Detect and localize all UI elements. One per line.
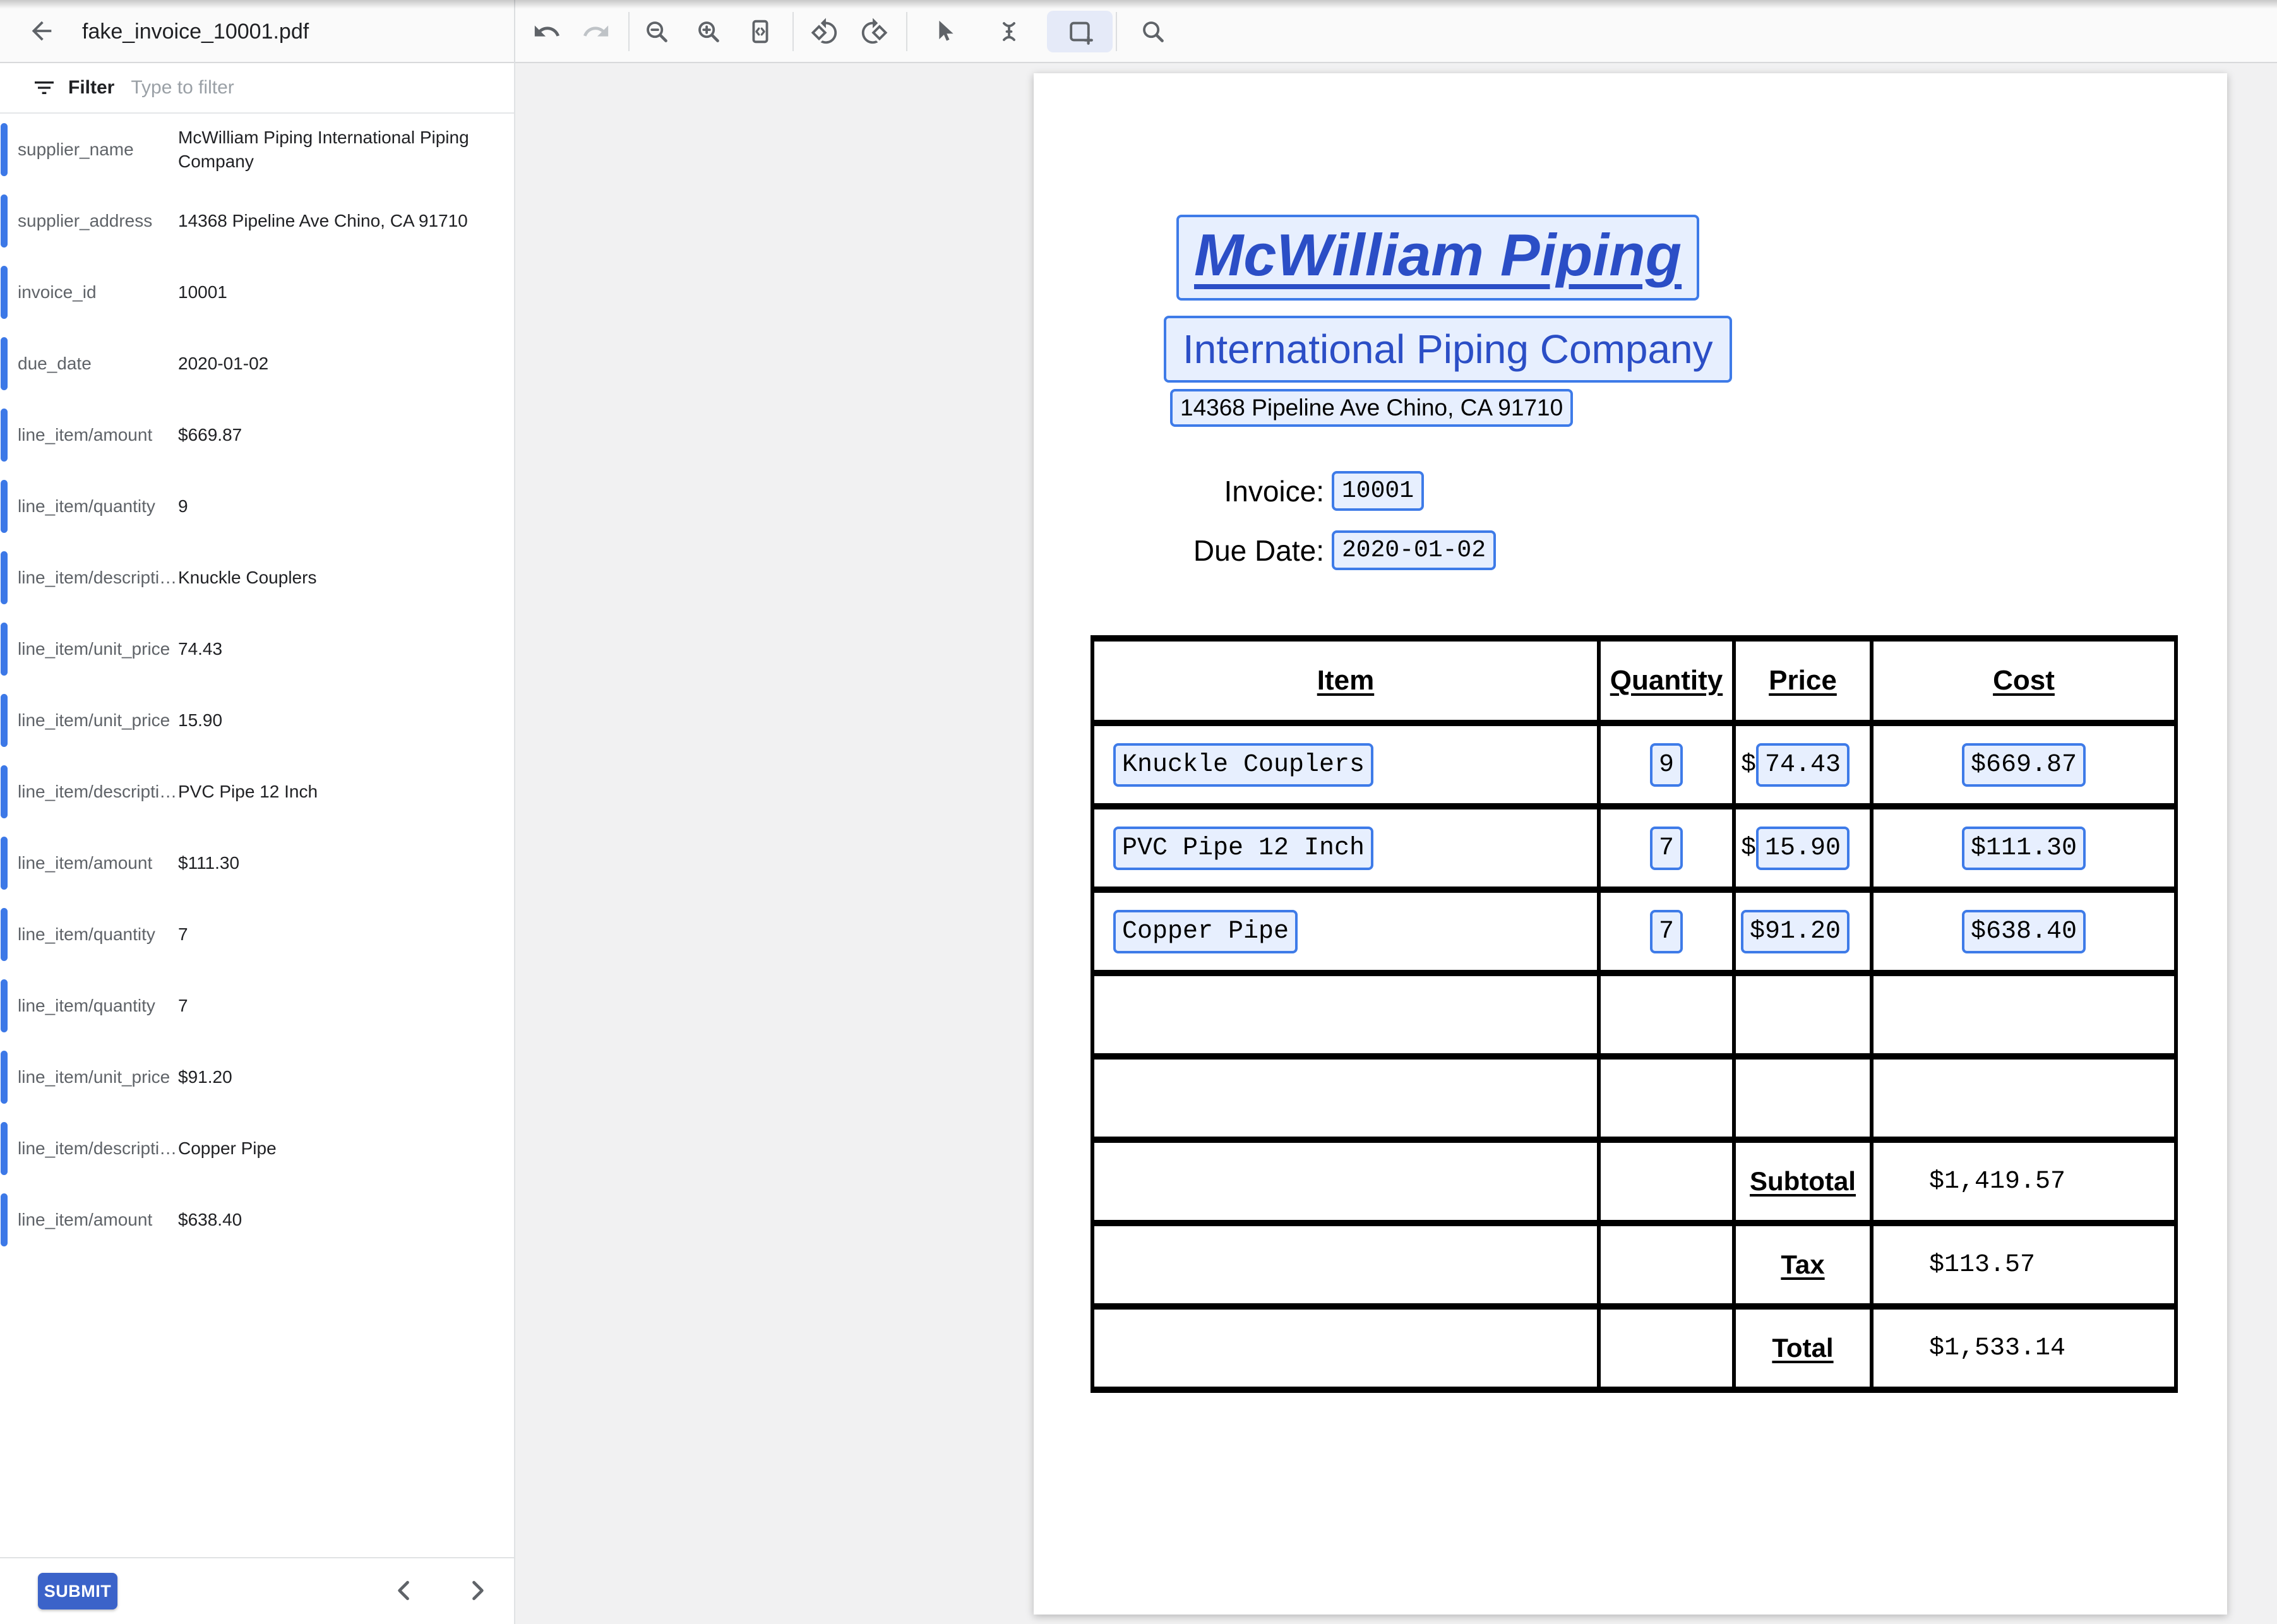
doc-subtitle: International Piping Company [1183,326,1713,372]
header-price: Price [1769,665,1837,696]
field-label: line_item/unit_price [18,638,170,659]
app-bar [0,0,2277,63]
sidebar-field-row[interactable] [0,827,514,899]
field-label: invoice_id [18,282,97,302]
filter-icon [32,75,57,100]
field-accent-bar [1,1193,8,1246]
annotation-line-item-quantity[interactable]: 7 [1650,827,1683,870]
submit-button[interactable]: SUBMIT [38,1573,117,1609]
field-accent-bar [1,694,8,747]
field-value: 10001 [178,282,227,302]
zoom-out-button[interactable] [635,10,678,53]
field-accent-bar [1,979,8,1032]
sidebar-field-row[interactable] [0,256,514,328]
back-button[interactable] [24,14,59,49]
annotation-supplier-name-2[interactable] [1164,316,1732,383]
field-label: line_item/quantity [18,924,155,944]
annotation-line-item-unit-price[interactable]: $91.20 [1741,910,1850,953]
annotation-line-item-amount[interactable]: $669.87 [1962,743,2086,787]
sidebar-field-row[interactable] [0,756,514,827]
field-label: line_item/unit_price [18,1066,170,1087]
field-accent-bar [1,837,8,890]
search-icon [1138,17,1168,46]
annotation-line-item-amount[interactable]: $638.40 [1962,910,2086,953]
field-accent-bar [1,480,8,533]
pdf-page [1034,73,2227,1615]
annotation-due-date[interactable]: 2020-01-02 [1332,530,1496,570]
zoom-in-button[interactable] [687,10,730,53]
annotation-line-item-unit-price[interactable]: 15.90 [1756,827,1850,870]
field-label: line_item/amount [18,852,153,873]
field-accent-bar [1,623,8,676]
table-row [1092,806,2176,890]
field-label: line_item/amount [18,1209,153,1229]
total-row [1092,1306,2176,1390]
field-accent-bar [1,1122,8,1175]
table-header-row [1092,638,2176,723]
field-value: 7 [178,924,188,944]
tax-value: $113.57 [1929,1250,2036,1279]
sidebar-field-row[interactable] [0,399,514,470]
annotation-line-item-unit-price[interactable]: 74.43 [1756,743,1850,787]
filter-label: Filter [68,77,115,98]
zoom-out-icon [642,17,671,46]
field-label: due_date [18,353,92,373]
fields-sidebar [0,63,515,1624]
field-value: $91.20 [178,1066,232,1087]
due-date-row [1116,530,1496,570]
toolbar-separator [906,12,907,51]
field-label: line_item/descripti… [18,1138,177,1158]
table-empty-row [1092,973,2176,1056]
rotate-ccw-button[interactable] [803,10,846,53]
arrow-back-icon [27,16,56,45]
field-label: line_item/amount [18,424,153,445]
pointer-icon [931,17,960,46]
next-page-button[interactable] [460,1573,495,1609]
rotate-ccw-icon [810,17,839,46]
field-value: 14368 Pipeline Ave Chino, CA 91710 [178,210,468,230]
box-annotate-tool-button[interactable] [1047,11,1113,52]
annotation-invoice-id[interactable]: 10001 [1332,471,1424,511]
previous-page-button[interactable] [386,1573,422,1609]
redo-button[interactable] [575,10,618,53]
header-cost: Cost [1993,665,2055,696]
sidebar-field-row[interactable] [0,613,514,684]
annotation-line-item-quantity[interactable]: 7 [1650,910,1683,953]
field-accent-bar [1,908,8,961]
fit-page-icon [746,17,775,46]
field-label: supplier_address [18,210,153,230]
pager [386,1573,495,1609]
field-value: 7 [178,995,188,1015]
field-label: supplier_name [18,139,134,159]
total-value: $1,533.14 [1929,1334,2066,1363]
toolbar-separator [628,12,630,51]
table-row [1092,890,2176,973]
annotation-supplier-name-1[interactable] [1176,215,1699,301]
undo-icon [532,17,561,46]
annotation-supplier-address[interactable] [1170,389,1573,427]
toolbar-separator [1116,12,1117,51]
sidebar-field-row[interactable] [0,1184,514,1255]
field-value: PVC Pipe 12 Inch [178,781,318,801]
invoice-id-label: Invoice: [1224,474,1324,508]
zoom-in-icon [694,17,723,46]
fit-page-button[interactable] [739,10,782,53]
sidebar-footer [0,1557,514,1624]
field-value: $638.40 [178,1209,242,1229]
field-value: $669.87 [178,424,242,445]
annotation-line-item-description[interactable]: PVC Pipe 12 Inch [1113,827,1373,870]
sidebar-field-row[interactable] [0,185,514,256]
field-value: 9 [178,496,188,516]
annotation-line-item-amount[interactable]: $111.30 [1962,827,2086,870]
sidebar-field-row[interactable] [0,470,514,542]
box-annotate-icon [1065,17,1094,46]
chevron-right-icon [463,1577,491,1604]
text-select-icon [995,17,1024,46]
field-value: McWilliam Piping International Piping Company [178,127,469,171]
field-value: Knuckle Couplers [178,567,317,587]
field-label: line_item/quantity [18,496,155,516]
subtotal-row [1092,1140,2176,1223]
subtotal-label: Subtotal [1750,1166,1856,1196]
header-quantity: Quantity [1610,665,1723,696]
tax-row [1092,1223,2176,1306]
undo-button[interactable] [525,10,568,53]
sidebar-field-row[interactable] [0,114,514,185]
field-accent-bar [1,337,8,390]
appbar-divider [514,0,515,63]
sidebar-field-row[interactable] [0,684,514,756]
table-empty-row [1092,1056,2176,1140]
invoice-id-row [1116,471,1424,511]
field-label: line_item/unit_price [18,710,170,730]
table-row [1092,723,2176,806]
filter-bar[interactable] [0,63,514,114]
field-accent-bar [1,123,8,176]
invoice-table [1091,635,2178,1393]
field-accent-bar [1,1051,8,1104]
field-value: 2020-01-02 [178,353,269,373]
sidebar-field-row[interactable] [0,542,514,613]
file-title: fake_invoice_10001.pdf [82,20,309,44]
field-value: 74.43 [178,638,223,659]
sidebar-field-row[interactable] [0,899,514,970]
field-list [0,114,514,1255]
filter-input[interactable] [131,77,396,99]
field-accent-bar [1,194,8,248]
field-value: $111.30 [178,852,240,873]
redo-icon [582,17,611,46]
price-prefix: $ [1741,833,1757,863]
sidebar-field-row[interactable] [0,970,514,1041]
field-label: line_item/descripti… [18,781,177,801]
annotation-line-item-description[interactable]: Copper Pipe [1113,910,1298,953]
tax-label: Tax [1781,1250,1825,1279]
sidebar-field-row[interactable] [0,328,514,399]
doc-address: 14368 Pipeline Ave Chino, CA 91710 [1180,395,1563,421]
search-button[interactable] [1132,10,1174,53]
total-label: Total [1772,1333,1834,1363]
annotation-line-item-description[interactable]: Knuckle Couplers [1113,743,1373,787]
field-value: Copper Pipe [178,1138,277,1158]
field-accent-bar [1,266,8,319]
doc-title: McWilliam Piping [1194,222,1682,288]
document-canvas [515,63,2277,1624]
rotate-cw-icon [859,17,888,46]
field-label: line_item/descripti… [18,567,177,587]
toolbar-separator [792,12,794,51]
sidebar-field-row[interactable] [0,1041,514,1113]
sidebar-field-row[interactable] [0,1113,514,1184]
field-accent-bar [1,765,8,818]
field-value: 15.90 [178,710,223,730]
header-item: Item [1317,665,1375,696]
field-accent-bar [1,409,8,462]
field-label: line_item/quantity [18,995,155,1015]
rotate-cw-button[interactable] [852,10,895,53]
chevron-left-icon [390,1577,418,1604]
price-prefix: $ [1741,750,1757,779]
pointer-tool-button[interactable] [924,10,967,53]
field-accent-bar [1,551,8,604]
due-date-label: Due Date: [1193,534,1324,567]
annotation-line-item-quantity[interactable]: 9 [1650,743,1683,787]
text-select-tool-button[interactable] [988,10,1031,53]
subtotal-value: $1,419.57 [1929,1167,2066,1196]
